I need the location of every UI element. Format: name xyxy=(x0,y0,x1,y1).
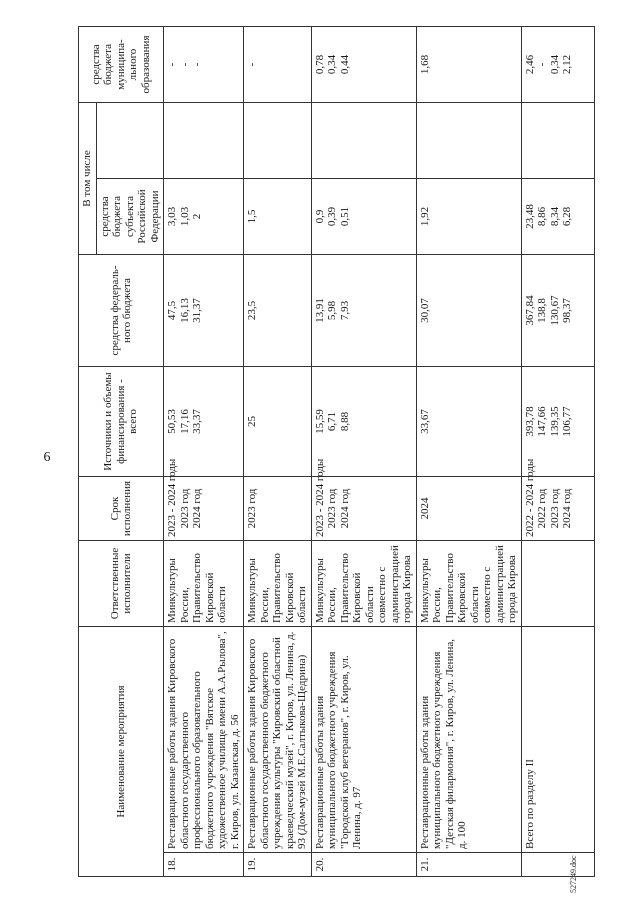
row-federal xyxy=(416,255,521,367)
row-total-value: 106,77 xyxy=(561,406,573,437)
row-number xyxy=(521,853,594,877)
row-federal-value: 13,91 xyxy=(313,298,326,323)
row-empty xyxy=(244,103,312,179)
row-total-value: 33,37 xyxy=(191,409,203,434)
row-regional-value: 0,39 xyxy=(326,206,338,227)
row-federal-value: 16,13 xyxy=(178,298,191,323)
row-total xyxy=(311,367,416,477)
row-name: Всего по разделу II xyxy=(521,627,594,853)
row-regional xyxy=(311,179,416,255)
row-municipal xyxy=(521,27,594,103)
row-regional-value: 1,03 xyxy=(178,206,191,227)
row-term xyxy=(521,458,594,541)
row-total-value: 17,16 xyxy=(178,409,191,434)
row-name: Реставрационные работы здания муниципального бюджетного учреждения "Городской клуб ветеранов", г. Киров, ул. Ленина, д. 97 xyxy=(311,627,416,853)
row-regional xyxy=(244,179,312,255)
row-municipal-value: 2,46 xyxy=(523,54,536,75)
row-federal-value: 23,5 xyxy=(246,300,258,321)
row-regional-value: 1,92 xyxy=(418,206,431,227)
row-municipal-value: 0,78 xyxy=(313,54,326,75)
row-municipal-value: 0,34 xyxy=(326,54,338,75)
table-row xyxy=(521,27,594,877)
row-executors: Минкультуры России, Правительство Кировской области совместно с администрацией города Кирова xyxy=(311,541,416,627)
row-total-value: 6,71 xyxy=(326,411,338,432)
row-number: 21. xyxy=(416,853,521,877)
row-number: 18. xyxy=(164,853,244,877)
header-empty xyxy=(96,103,164,179)
row-term-value: 2022 - 2024 годы xyxy=(523,458,536,537)
row-regional-value: 6,28 xyxy=(561,206,573,227)
row-regional-value: 1,5 xyxy=(246,209,258,224)
row-total-value: 25 xyxy=(246,416,258,427)
row-term xyxy=(416,477,521,541)
table-row xyxy=(244,27,312,877)
row-federal xyxy=(164,255,244,367)
row-regional xyxy=(164,179,244,255)
row-regional xyxy=(416,179,521,255)
row-empty xyxy=(164,103,244,179)
row-total-value: 147,66 xyxy=(536,406,548,437)
row-name: Реставрационные работы здания Кировского областного государственного профессионального образовательного бюджетного учреждения "Вятское художественное училище имени А.А.Рылова", г. Киров, ул. Казанская, д. 56 xyxy=(164,627,244,853)
row-municipal xyxy=(416,27,521,103)
row-executors: Минкультуры России, Правительство Кировской области xyxy=(164,541,244,627)
row-term-value: 2023 год xyxy=(326,488,338,529)
row-federal-value: 98,37 xyxy=(561,298,573,323)
row-term-value: 2024 xyxy=(418,497,431,520)
row-regional-value: 8,86 xyxy=(536,206,548,227)
header-federal: средства федераль-ного бюджета xyxy=(79,255,164,367)
row-federal-value: 5,98 xyxy=(326,300,338,321)
row-number: 20. xyxy=(311,853,416,877)
row-municipal-value: 0,34 xyxy=(548,54,561,75)
row-regional-value: 0,51 xyxy=(338,206,351,227)
row-federal xyxy=(521,255,594,367)
row-total-value: 33,67 xyxy=(418,409,431,434)
row-federal-value: 47,5 xyxy=(166,300,178,321)
row-name: Реставрационные работы здания Кировского областного государственного бюджетного учреждения культуры "Кировский областной краеведческий музей", г. Киров, ул. Ленина, д. 93 (Дом-музей М.Е.Салтыкова-Щедрина) xyxy=(244,627,312,853)
header-regional: средства бюджета субъекта Российской Федерации xyxy=(96,179,164,255)
row-term-value: 2023 год xyxy=(548,488,561,529)
row-municipal-value: 0,44 xyxy=(338,54,351,75)
row-term-value: 2024 год xyxy=(338,488,351,529)
header-including: В том числе xyxy=(79,103,97,255)
row-regional-value: 2 xyxy=(191,213,203,220)
header-term: Срок исполнения xyxy=(79,477,164,541)
row-regional xyxy=(521,179,594,255)
table-row xyxy=(311,27,416,877)
row-term-value: 2022 год xyxy=(536,488,548,529)
row-term xyxy=(244,477,312,541)
rotated-table-wrapper xyxy=(78,27,624,877)
row-term-value: 2023 год xyxy=(178,488,191,529)
row-federal-value: 367,84 xyxy=(523,295,536,326)
row-regional-value: 0,9 xyxy=(313,209,326,224)
row-term-value: 2024 год xyxy=(191,488,203,529)
row-regional-value: 3,03 xyxy=(166,206,178,227)
row-term xyxy=(311,458,416,541)
row-municipal-value: - xyxy=(166,62,178,67)
row-term xyxy=(164,458,244,541)
financing-table xyxy=(78,26,595,877)
row-term-value: 2024 год xyxy=(561,488,573,529)
row-federal xyxy=(311,255,416,367)
row-total-value: 393,78 xyxy=(523,406,536,437)
row-municipal-value: - xyxy=(246,62,258,67)
table-body xyxy=(164,27,595,877)
row-municipal xyxy=(244,27,312,103)
row-executors: Минкультуры России, Правительство Кировской области совместно с администрацией города Кирова xyxy=(416,541,521,627)
row-total-value: 8,88 xyxy=(338,411,351,432)
row-federal xyxy=(244,255,312,367)
row-total-value: 139,35 xyxy=(548,406,561,437)
row-number: 19. xyxy=(244,853,312,877)
row-municipal-value: 2,12 xyxy=(561,54,573,75)
row-total xyxy=(416,367,521,477)
row-municipal-value: - xyxy=(536,62,548,67)
row-regional-value: 23,48 xyxy=(523,204,536,229)
row-municipal-value: 1,68 xyxy=(418,54,431,75)
header-total: Источники и объемы финансирования - всего xyxy=(79,367,164,477)
row-term-value: 2023 год xyxy=(246,488,258,529)
row-empty xyxy=(311,103,416,179)
file-name: 527249.doc xyxy=(569,855,578,893)
row-total-value: 15,59 xyxy=(313,409,326,434)
row-municipal xyxy=(164,27,244,103)
row-municipal-value: - xyxy=(191,62,203,67)
row-total xyxy=(244,367,312,477)
row-empty xyxy=(521,103,594,179)
row-executors: Минкультуры России, Правительство Кировской области xyxy=(244,541,312,627)
row-federal-value: 7,93 xyxy=(338,300,351,321)
table-row xyxy=(164,27,244,877)
header-municipal: средства бюджета муниципа-льного образования xyxy=(79,27,164,103)
row-federal-value: 31,37 xyxy=(191,298,203,323)
table-row xyxy=(416,27,521,877)
row-empty xyxy=(416,103,521,179)
row-executors xyxy=(521,541,594,627)
header-name: Наименование мероприятия xyxy=(79,627,164,877)
header-executors: Ответственные исполнители xyxy=(79,541,164,627)
row-municipal xyxy=(311,27,416,103)
row-federal-value: 130,67 xyxy=(548,295,561,326)
row-total-value: 50,53 xyxy=(166,409,178,434)
row-federal-value: 30,07 xyxy=(418,298,431,323)
row-name: Реставрационные работы здания муниципального бюджетного учреждения "Детская филармония", г. Киров, ул. Ленина, д. 100 xyxy=(416,627,521,853)
row-municipal-value: - xyxy=(178,62,191,67)
row-regional-value: 8,34 xyxy=(548,206,561,227)
row-term-value: 2023 - 2024 годы xyxy=(313,458,326,537)
row-federal-value: 138,8 xyxy=(536,298,548,323)
row-term-value: 2023 - 2024 годы xyxy=(166,458,178,537)
page-number: 6 xyxy=(43,450,51,465)
